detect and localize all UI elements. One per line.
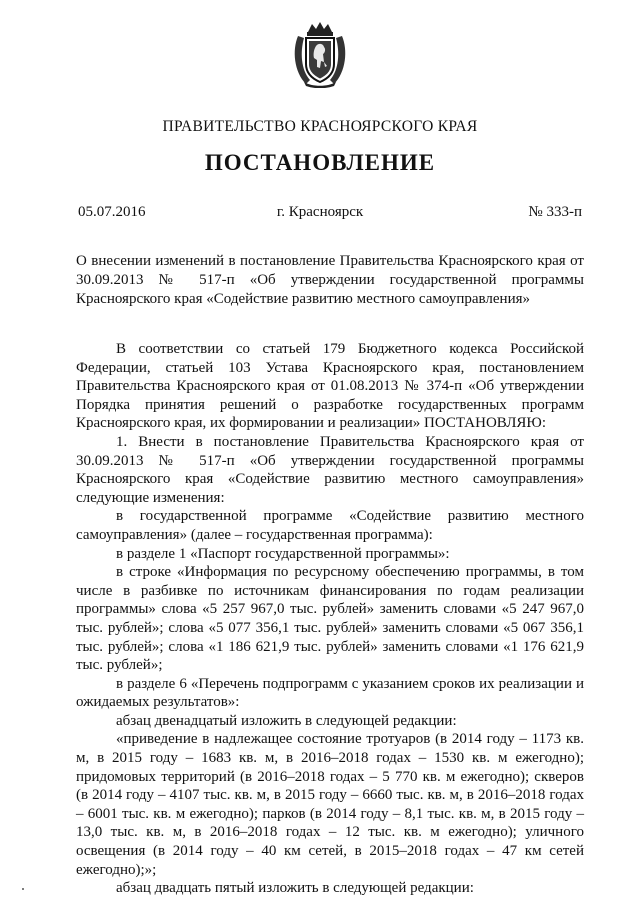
body-paragraph: в государственной программе «Содействие развитию местного самоуправления» (далее – государственная программа):	[76, 508, 584, 543]
body-paragraph: абзац двадцать пятый изложить в следующей редакции:	[116, 880, 474, 897]
scan-speck	[22, 888, 24, 890]
body-paragraph: в разделе 1 «Паспорт государственной программы»:	[116, 545, 450, 562]
document-body	[76, 340, 584, 898]
coat-of-arms-icon	[290, 20, 350, 88]
body-paragraph: 1. Внести в постановление Правительства Красноярского края от 30.09.2013 № 517-п «Об утверждении государственной программы Красноярского края «Содействие развитию местного самоуправления» следующие изменения:	[76, 433, 584, 506]
body-paragraph: в строке «Информация по ресурсному обеспечению программы, в том числе в разбивке по источникам финансирования по годам реализации программы» слова «5 257 967,0 тыс. рублей» заменить словами «5 247 967,0 тыс. рублей»; слова «5 077 356,1 тыс. рублей» заменить словами «5 067 356,1 тыс. рублей»; слова «1 186 621,9 тыс. рублей» заменить словами «1 176 621,9 тыс. рублей»;	[76, 564, 584, 674]
body-paragraph: «приведение в надлежащее состояние тротуаров (в 2014 году – 1173 кв. м, в 2015 году – 1683 кв. м, в 2016–2018 годах – 1530 кв. м ежегодно); придомовых территорий (в 2016–2018 годах – 5 770 кв. м ежегодно); скверов (в 2014 году – 4107 тыс. кв. м, в 2015 году – 6660 тыс. кв. м, в 2016–2018 годах – 6001 тыс. кв. м ежегодно); парков (в 2014 году – 8,1 тыс. кв. м, в 2015 году – 13,0 тыс. кв. м, в 2016–2018 годах – 12 тыс. кв. м ежегодно); уличного освещения (в 2014 году – 40 км сетей, в 2015–2018 годах – 47 км сетей ежегодно);»;	[76, 731, 584, 878]
document-number: № 333-п	[528, 204, 582, 220]
document-date: 05.07.2016	[78, 204, 146, 220]
body-paragraph: В соответствии со статьей 179 Бюджетного кодекса Российской Федерации, статьей 103 Устава Красноярского края, постановлением Правительства Красноярского края от 01.08.2013 № 374-п «Об утверждении Порядка принятия решений о разработке государственных программ Красноярского края, их формировании и реализации» ПОСТАНОВЛЯЮ:	[76, 341, 584, 432]
organization-title: ПРАВИТЕЛЬСТВО КРАСНОЯРСКОГО КРАЯ	[162, 118, 478, 135]
document-city: г. Красноярск	[276, 204, 364, 220]
document-subject: О внесении изменений в постановление Правительства Красноярского края от 30.09.2013 № 517-п «Об утверждении государственной программы Красноярского края «Содействие развитию местного самоуправления»	[76, 253, 584, 307]
body-paragraph: в разделе 6 «Перечень подпрограмм с указанием сроков их реализации и ожидаемых результатов»:	[76, 675, 584, 711]
document-type-title: ПОСТАНОВЛЕНИЕ	[204, 150, 436, 175]
body-paragraph: абзац двенадцатый изложить в следующей редакции:	[116, 712, 457, 729]
